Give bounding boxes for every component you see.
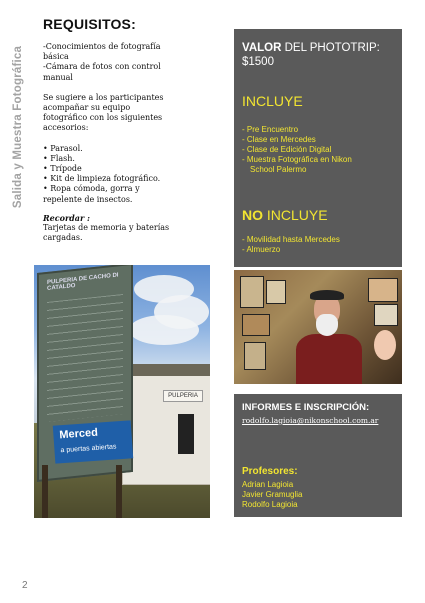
list-item: - Clase de Edición Digital: [242, 145, 332, 154]
informes-title: INFORMES E INSCRIPCIÓN:: [242, 402, 370, 413]
panel-subtitle: a puertas abiertas: [60, 443, 117, 455]
man-figure: [294, 288, 364, 384]
informes-box: [234, 394, 402, 517]
incluye-list: [242, 125, 352, 175]
valor-price: $1500: [242, 56, 274, 68]
profesores-list: [242, 480, 302, 510]
suggest-line: acompañar su equipo: [43, 103, 131, 113]
list-item: • Parasol.: [43, 143, 83, 153]
suggest-paragraph: [43, 93, 223, 134]
req-line: básica: [43, 52, 69, 62]
no-incluye-title: [242, 207, 328, 223]
pulperia-house: [122, 373, 210, 485]
list-item: - Pre Encuentro: [242, 125, 299, 134]
portrait-photo: [234, 270, 402, 384]
list-item: repelente de insectos.: [43, 194, 133, 204]
list-item: Rodolfo Lagioia: [242, 500, 298, 509]
list-item: Javier Gramuglia: [242, 490, 303, 499]
no-incluye-rest: INCLUYE: [263, 207, 328, 223]
side-title: Salida y Muestra Fotográfica: [12, 45, 24, 209]
list-item: - Muestra Fotográfica en Nikon: [242, 155, 352, 164]
pricing-box: [234, 29, 402, 267]
req-line: manual: [43, 72, 73, 82]
panel-title: Merced: [59, 426, 99, 442]
req-line: -Cámara de fotos con control: [43, 62, 161, 72]
list-item: - Clase en Mercedes: [242, 135, 316, 144]
list-item: Adrian Lagioia: [242, 480, 294, 489]
list-item: School Palermo: [250, 165, 307, 174]
profesores-title: Profesores:: [242, 466, 298, 477]
email-link[interactable]: rodolfo.lagioia@nikonschool.com.ar: [242, 416, 379, 425]
no-incluye-bold: NO: [242, 207, 263, 223]
list-item: - Almuerzo: [242, 245, 281, 254]
recordar-line: Tarjetas de memoria y baterías: [43, 223, 170, 233]
suggest-line: fotográfico con los siguientes: [43, 113, 163, 123]
pulperia-photo: [34, 265, 210, 518]
list-item: • Flash.: [43, 153, 75, 163]
requisitos-intro: [43, 42, 223, 83]
incluye-title: INCLUYE: [242, 93, 303, 109]
list-item: - Movilidad hasta Mercedes: [242, 235, 340, 244]
valor-label-bold: VALOR: [242, 42, 282, 54]
accesorios-list: [43, 144, 223, 205]
req-line: -Conocimientos de fotografía: [43, 42, 161, 51]
list-item: • Ropa cómoda, gorra y: [43, 184, 140, 194]
list-item: • Kit de limpieza fotográfico.: [43, 174, 161, 184]
board-header: PULPERIA DE CACHO DI CATALDO: [47, 272, 119, 292]
recordar-label: Recordar :: [43, 212, 90, 223]
valor-label-rest: DEL PHOTOTRIP:: [281, 42, 380, 54]
list-item: • Trípode: [43, 164, 82, 174]
no-incluye-list: [242, 235, 340, 255]
house-sign: PULPERIA: [163, 390, 203, 402]
mercedes-panel: [53, 420, 133, 463]
page-number: 2: [22, 580, 28, 591]
requisitos-section: [43, 16, 223, 243]
suggest-line: Se sugiere a los participantes: [43, 92, 164, 102]
recordar-line: cargadas.: [43, 233, 83, 243]
requisitos-title: REQUISITOS:: [43, 16, 136, 32]
valor-heading: [242, 41, 380, 69]
suggest-line: accesorios:: [43, 123, 89, 133]
